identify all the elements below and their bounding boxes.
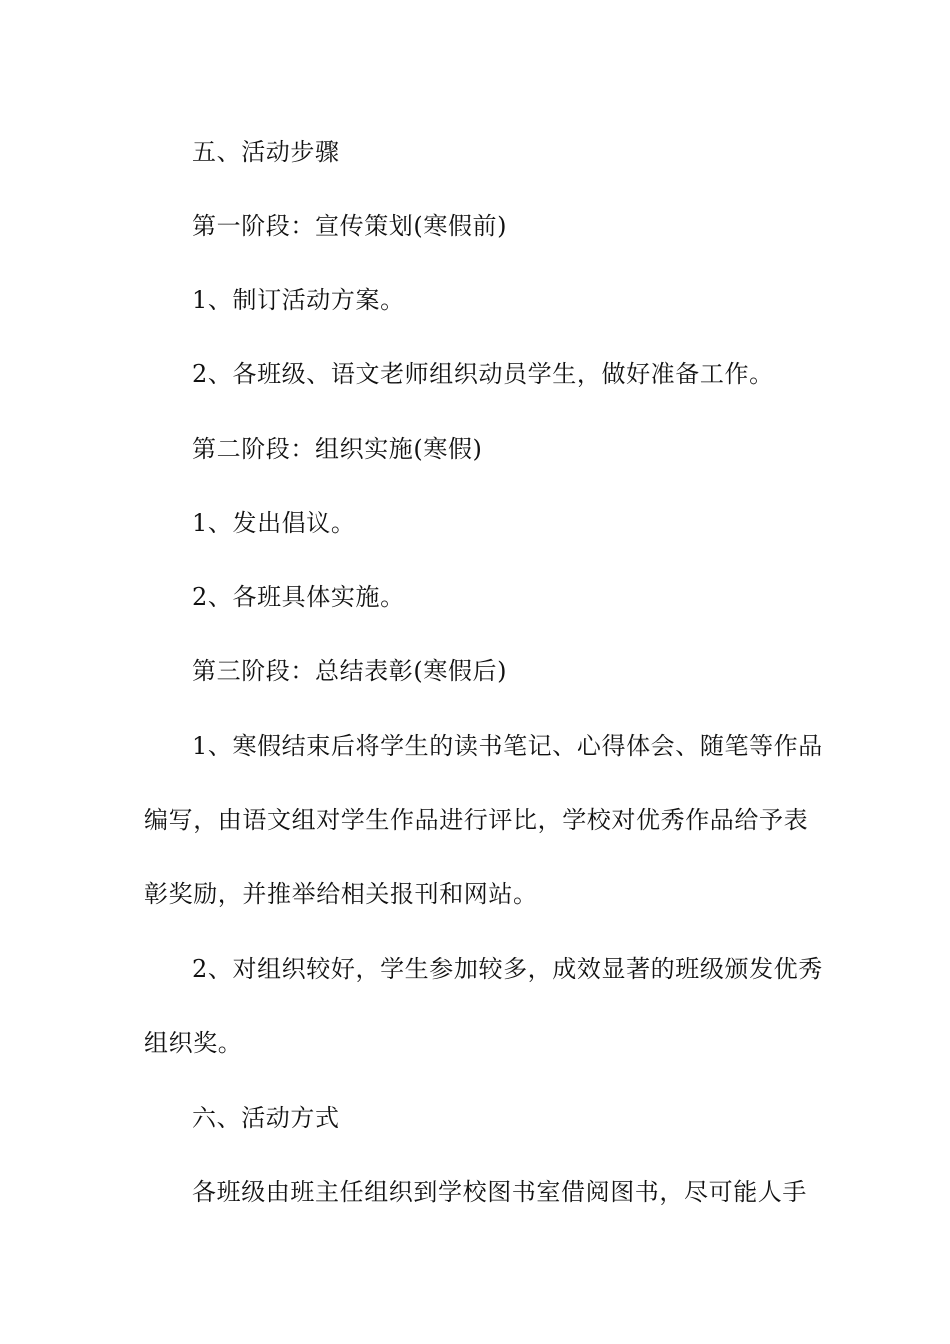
section-heading-method: 六、活动方式 [192, 1104, 340, 1132]
stage-one-item-2: 2、各班级、语文老师组织动员学生，做好准备工作。 [192, 360, 774, 388]
stage-two-heading: 第二阶段：组织实施(寒假) [192, 435, 483, 463]
section-heading-steps: 五、活动步骤 [192, 138, 340, 166]
stage-three-heading: 第三阶段：总结表彰(寒假后) [192, 657, 508, 685]
method-paragraph-line-1: 各班级由班主任组织到学校图书室借阅图书，尽可能人手 [192, 1178, 807, 1206]
stage-two-item-1: 1、发出倡议。 [192, 509, 356, 537]
stage-three-item-2-line-1: 2、对组织较好，学生参加较多，成效显著的班级颁发优秀 [192, 955, 823, 983]
stage-one-item-1: 1、制订活动方案。 [192, 286, 405, 314]
stage-two-item-2: 2、各班具体实施。 [192, 583, 405, 611]
stage-three-item-1-line-1: 1、寒假结束后将学生的读书笔记、心得体会、随笔等作品 [192, 732, 823, 760]
stage-three-item-2-line-2: 组织奖。 [144, 1029, 243, 1057]
stage-three-item-1-line-3: 彰奖励，并推举给相关报刊和网站。 [144, 880, 538, 908]
stage-one-heading: 第一阶段：宣传策划(寒假前) [192, 212, 508, 240]
stage-three-item-1-line-2: 编写，由语文组对学生作品进行评比，学校对优秀作品给予表 [144, 806, 809, 834]
